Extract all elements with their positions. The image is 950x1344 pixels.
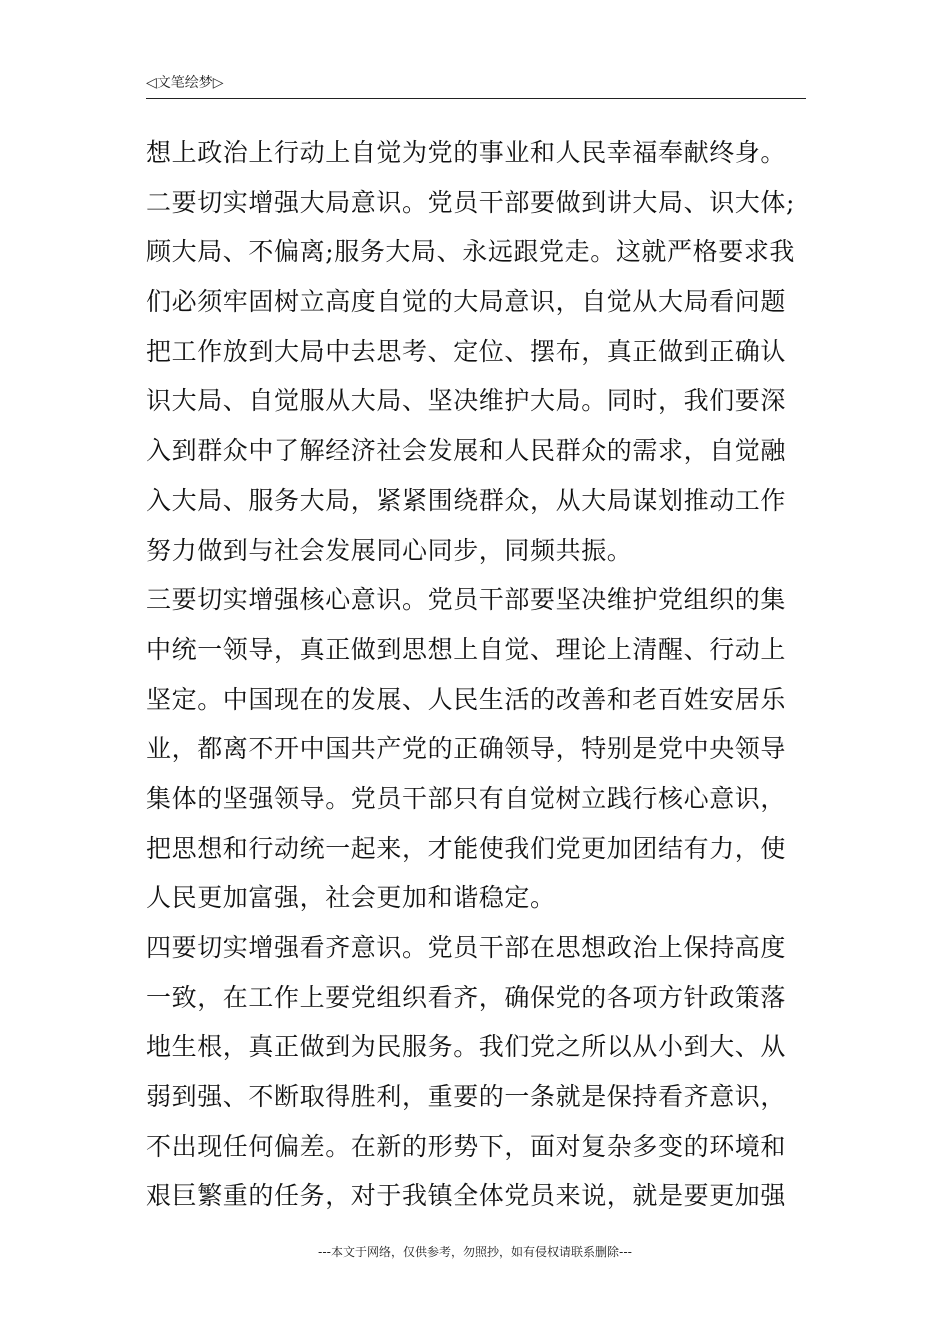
text-line: 不出现任何偏差。在新的形势下，面对复杂多变的环境和 bbox=[146, 1131, 787, 1161]
page-header bbox=[146, 72, 806, 99]
text-line: 中统一领导，真正做到思想上自觉、理论上清醒、行动上 bbox=[146, 634, 787, 664]
text-line: 一致，在工作上要党组织看齐，确保党的各项方针政策落 bbox=[146, 982, 787, 1012]
text-line: 坚定。中国现在的发展、人民生活的改善和老百姓安居乐 bbox=[146, 684, 787, 714]
text-line: 集体的坚强领导。党员干部只有自觉树立践行核心意识， bbox=[146, 783, 787, 813]
text-line: 四要切实增强看齐意识。党员干部在思想政治上保持高度 bbox=[146, 933, 787, 962]
text-line: 努力做到与社会发展同心同步，同频共振。 bbox=[146, 535, 633, 565]
document-body bbox=[146, 128, 816, 1221]
text-line: 弱到强、不断取得胜利，重要的一条就是保持看齐意识， bbox=[146, 1082, 787, 1112]
text-line: 顾大局、不偏离;服务大局、永远跟党走。这就严格要求我 bbox=[146, 237, 796, 267]
text-line: 入大局、服务大局，紧紧围绕群众，从大局谋划推动工作 bbox=[146, 485, 787, 515]
header-label: ◁文笔绘梦▷ bbox=[146, 75, 224, 91]
text-line: 艰巨繁重的任务，对于我镇全体党员来说，就是要更加强 bbox=[146, 1181, 787, 1211]
text-line: 入到群众中了解经济社会发展和人民群众的需求，自觉融 bbox=[146, 436, 787, 466]
text-line: 想上政治上行动上自觉为党的事业和人民幸福奉献终身。 bbox=[146, 138, 787, 167]
text-line: 二要切实增强大局意识。党员干部要做到讲大局、识大体; bbox=[146, 187, 796, 217]
text-line: 识大局、自觉服从大局、坚决维护大局。同时，我们要深 bbox=[146, 386, 787, 416]
text-line: 人民更加富强，社会更加和谐稳定。 bbox=[146, 883, 556, 913]
text-line: 地生根，真正做到为民服务。我们党之所以从小到大、从 bbox=[146, 1032, 787, 1062]
page-footer-disclaimer: ---本文于网络，仅供参考，勿照抄，如有侵权请联系删除--- bbox=[318, 1245, 632, 1259]
text-line: 把思想和行动统一起来，才能使我们党更加团结有力，使 bbox=[146, 833, 787, 863]
text-line: 把工作放到大局中去思考、定位、摆布，真正做到正确认 bbox=[146, 336, 787, 366]
text-line: 业，都离不开中国共产党的正确领导，特别是党中央领导 bbox=[146, 734, 787, 764]
text-line: 们必须牢固树立高度自觉的大局意识，自觉从大局看问题 bbox=[146, 287, 787, 317]
text-line: 三要切实增强核心意识。党员干部要坚决维护党组织的集 bbox=[146, 585, 787, 615]
